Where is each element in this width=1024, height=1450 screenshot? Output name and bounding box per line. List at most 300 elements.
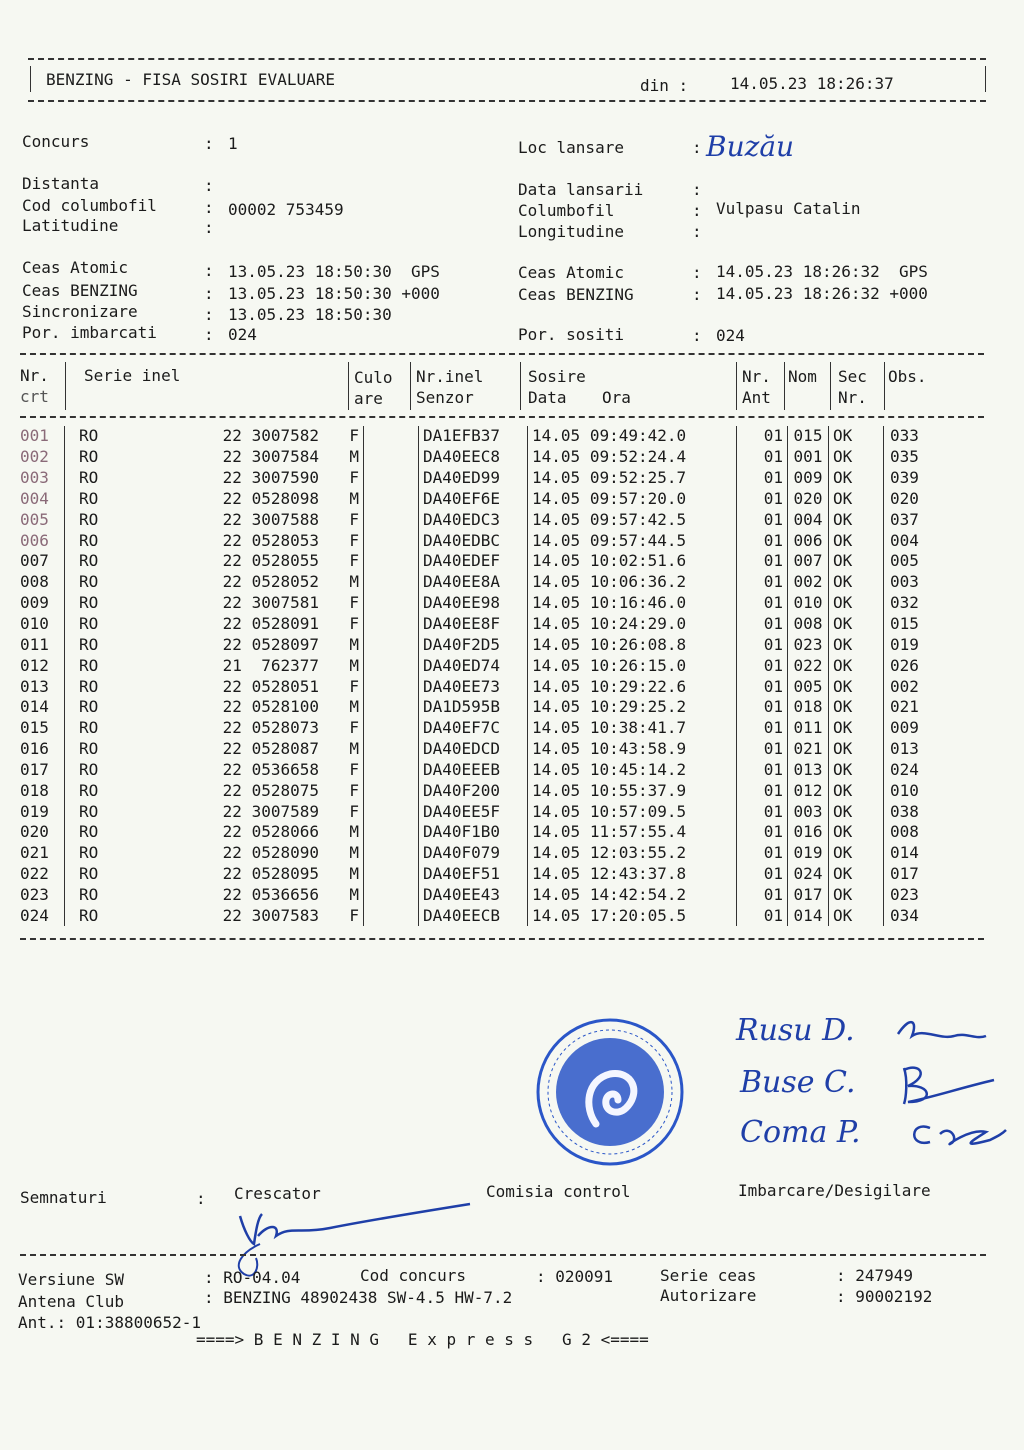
cell-row-number: 006 [20,530,65,551]
cell-observation: 010 [890,780,919,800]
latitudine-sep: : [204,218,214,237]
cell-arrival [528,718,737,739]
brand-footer: ====> B E N Z I N G E x p r e s s G 2 <==== [196,1330,649,1349]
cell-sex: F [319,718,364,739]
cell-arrival-time: 10:55:37.9 [589,780,687,800]
club-stamp-seal [534,1016,686,1168]
cell-color [364,614,419,635]
cell-sensor-ring: DA40EDEF [419,551,528,572]
th-divider [65,362,66,410]
table-bottom-rule [20,938,984,940]
cell-arrival [528,885,737,906]
cell-observation: 014 [890,843,919,863]
cell-antenna-nr: 01 [737,697,788,718]
cell-ring-year [159,426,319,447]
cell-arrival-time: 09:57:44.5 [589,530,687,550]
cell-nominated: 002 [788,572,829,593]
footer-top-rule [20,1254,986,1256]
table-row [20,885,950,906]
cell-arrival [528,572,737,593]
cell-ring-number: 0528073 [251,718,319,738]
cell-sensor-ring: DA40EE73 [419,676,528,697]
cell-ring-number: 3007582 [251,426,319,446]
cell-ring-year: 22 [222,697,242,717]
cell-arrival [528,676,737,697]
sincronizare-label: Sincronizare [22,302,138,321]
cell-arrival-time: 09:57:42.5 [589,509,687,529]
cell-country-code: RO [79,468,99,488]
cell-row-number: 001 [20,426,65,447]
cell-arrival [528,655,737,676]
cell-observation: 019 [890,634,919,654]
table-row [20,468,950,489]
cell-color [364,593,419,614]
cell-ring-year [159,655,319,676]
cell-row-number: 018 [20,780,65,801]
versiune-sw-value: : RO-04.04 [204,1268,301,1287]
th-senzor: Senzor [416,388,474,407]
table-row [20,614,950,635]
th-obs: Obs. [888,367,927,386]
cell-arrival-time: 12:43:37.8 [589,864,687,884]
th-are: are [354,389,383,408]
cell-arrival-date: 14.05 [532,509,581,529]
cell-arrival-date: 14.05 [532,488,581,508]
cell-security: OK [829,739,884,760]
ceas-atomic-end-sep: : [692,263,702,282]
cell-ring-year: 22 [222,905,242,925]
cell-ring-year: 22 [222,676,242,696]
cell-ring-number: 0528066 [251,822,319,842]
cell-color [364,655,419,676]
cell-row-number: 010 [20,614,65,635]
table-row [20,801,950,822]
cell-ring-year: 22 [222,634,242,654]
ceas-benzing-start-sep: : [204,284,214,303]
cell-ring-year [159,822,319,843]
cell-arrival [528,822,737,843]
ceas-benzing-start-label: Ceas BENZING [22,281,138,300]
cell-ring-year [159,468,319,489]
cell-ring-year: 22 [222,718,242,738]
ceas-atomic-start-sep: : [204,261,214,280]
cell-row-number: 013 [20,676,65,697]
cell-ring-number: 0528051 [251,676,319,696]
cell-row-number: 017 [20,760,65,781]
cell-ring-year: 22 [222,843,242,863]
cell-antenna-nr: 01 [737,468,788,489]
cell-row-number: 019 [20,801,65,822]
cell-sex: F [319,551,364,572]
cell-arrival-date: 14.05 [532,676,581,696]
cell-ring-year [159,697,319,718]
cell-country-code: RO [79,593,99,613]
cell-color [364,739,419,760]
cell-nominated: 010 [788,593,829,614]
cell-nominated: 008 [788,614,829,635]
din-label: din : [640,76,689,95]
cell-sex: M [319,634,364,655]
arrivals-table-body [20,426,950,926]
th-crt: crt [20,387,49,406]
th-divider [884,362,885,410]
cell-security: OK [829,655,884,676]
cell-row-number: 022 [20,864,65,885]
cell-country-code: RO [79,739,99,759]
table-row [20,905,950,926]
cell-antenna-nr: 01 [737,739,788,760]
columbofil-value: Vulpasu Catalin [716,199,861,218]
table-row [20,489,950,510]
cell-observation: 003 [890,572,919,592]
cell-security: OK [829,447,884,468]
concurs-sep: : [204,134,214,153]
cell-row-number: 011 [20,634,65,655]
cell-sensor-ring: DA40EE8A [419,572,528,593]
loc-lansare-label: Loc lansare [518,138,624,157]
cell-ring-year: 22 [222,780,242,800]
cell-nominated: 017 [788,885,829,906]
versiune-sw-label: Versiune SW [18,1270,124,1289]
cell-country-code: RO [79,884,99,904]
cell-ring-year [159,509,319,530]
cell-ring-year [159,530,319,551]
cell-country-code: RO [79,488,99,508]
cell-security: OK [829,822,884,843]
cell-ring-year: 22 [222,468,242,488]
cell-nominated: 009 [788,468,829,489]
cell-observation: 032 [890,593,919,613]
cell-color [364,530,419,551]
cell-ring-number: 0528075 [251,780,319,800]
cell-arrival-date: 14.05 [532,822,581,842]
concurs-value: 1 [228,134,238,153]
cell-ring-year [159,864,319,885]
cell-antenna-nr: 01 [737,426,788,447]
cell-observation: 026 [890,655,919,675]
sincronizare-sep: : [204,305,214,324]
cell-arrival-date: 14.05 [532,739,581,759]
th-divider [410,362,411,410]
th-ant: Ant [742,388,771,407]
cell-nominated: 007 [788,551,829,572]
cell-arrival [528,447,737,468]
table-row [20,551,950,572]
cell-ring-number: 0528087 [251,739,319,759]
cell-sensor-ring: DA40EF6E [419,489,528,510]
cell-security: OK [829,509,884,530]
cell-arrival-date: 14.05 [532,447,581,467]
cell-ring-year: 22 [222,530,242,550]
table-row [20,593,950,614]
cell-ring-number: 0528090 [251,843,319,863]
cell-arrival-time: 14:42:54.2 [589,884,687,904]
ceas-atomic-end-value: 14.05.23 18:26:32 GPS [716,262,928,281]
th-nr: Nr. [20,366,49,385]
cell-ring-year: 22 [222,759,242,779]
cell-antenna-nr: 01 [737,655,788,676]
cell-color [364,780,419,801]
cell-ring-year: 22 [222,884,242,904]
loc-lansare-sep: : [692,138,702,157]
cell-sex: F [319,426,364,447]
cell-ring-year: 22 [222,614,242,634]
longitudine-label: Longitudine [518,222,624,241]
cell-sex: M [319,447,364,468]
cell-ring-year: 22 [222,572,242,592]
cell-arrival-time: 09:49:42.0 [589,426,687,446]
cell-arrival-date: 14.05 [532,426,581,446]
serie-ceas-label: Serie ceas [660,1266,757,1285]
cell-ring-year: 22 [222,801,242,821]
table-row [20,426,950,447]
cell-antenna-nr: 01 [737,843,788,864]
cell-arrival-date: 14.05 [532,905,581,925]
cell-arrival-time: 10:24:29.0 [589,614,687,634]
cell-row-number: 023 [20,885,65,906]
cell-sensor-ring: DA40F2D5 [419,634,528,655]
cell-arrival-date: 14.05 [532,593,581,613]
cell-arrival-time: 10:26:15.0 [589,655,687,675]
cell-observation: 037 [890,509,919,529]
cell-color [364,801,419,822]
cell-ring-number: 3007581 [251,593,319,613]
cell-ring-year [159,676,319,697]
cell-country-code: RO [79,572,99,592]
header-bottom-rule [28,100,986,102]
sincronizare-value: 13.05.23 18:50:30 [228,305,392,324]
cell-nominated: 019 [788,843,829,864]
cod-concurs-value: : 020091 [536,1267,614,1286]
th-divider [830,362,831,410]
autorizare-value: : 90002192 [836,1287,933,1306]
cell-ring-year [159,718,319,739]
cell-row-number: 016 [20,739,65,760]
cell-antenna-nr: 01 [737,760,788,781]
cell-color [364,676,419,697]
cell-observation: 004 [890,530,919,550]
cell-arrival [528,739,737,760]
arrivals-table [20,426,950,926]
cell-antenna-nr: 01 [737,780,788,801]
cell-arrival-date: 14.05 [532,884,581,904]
cell-country-code: RO [79,614,99,634]
antena-club-label: Antena Club [18,1292,124,1311]
cell-ring-year [159,739,319,760]
por-sositi-value: 024 [716,326,745,345]
handwritten-name-3: Coma P. [740,1115,861,1150]
th-sec: Sec [838,367,867,386]
cell-ring-number: 3007590 [251,468,319,488]
cell-color [364,468,419,489]
cell-security: OK [829,801,884,822]
cell-country-code: RO [79,759,99,779]
table-row [20,676,950,697]
cell-arrival-time: 10:29:25.2 [589,697,687,717]
cell-observation: 009 [890,718,919,738]
cell-nominated: 012 [788,780,829,801]
cell-sensor-ring: DA40F079 [419,843,528,864]
cell-arrival-date: 14.05 [532,697,581,717]
cell-arrival [528,593,737,614]
cell-arrival [528,697,737,718]
ceas-atomic-end-label: Ceas Atomic [518,263,624,282]
table-row [20,739,950,760]
th-divider [520,362,521,410]
cell-ring-number: 0528052 [251,572,319,592]
cell-sex: F [319,593,364,614]
cell-antenna-nr: 01 [737,864,788,885]
table-row [20,697,950,718]
table-row [20,572,950,593]
cell-row-number: 004 [20,489,65,510]
cell-sex: M [319,739,364,760]
cell-ring-year: 22 [222,551,242,571]
cell-security: OK [829,760,884,781]
cell-row-number: 003 [20,468,65,489]
cell-color [364,905,419,926]
cell-observation: 035 [890,447,919,467]
cell-ring-year [159,447,319,468]
cell-arrival-time: 10:29:22.6 [589,676,687,696]
cell-sex: M [319,843,364,864]
header-left-bar [30,66,31,92]
cell-ring-year [159,572,319,593]
cell-color [364,509,419,530]
cell-security: OK [829,843,884,864]
cell-arrival-time: 11:57:55.4 [589,822,687,842]
handwritten-name-1: Rusu D. [736,1013,855,1048]
cell-arrival-date: 14.05 [532,634,581,654]
cell-arrival-date: 14.05 [532,843,581,863]
cell-security: OK [829,614,884,635]
cell-country-code: RO [79,655,99,675]
por-sositi-sep: : [692,326,702,345]
autorizare-label: Autorizare [660,1286,757,1305]
cell-ring-year: 22 [222,864,242,884]
cell-ring-year: 22 [222,739,242,759]
cell-arrival [528,530,737,551]
table-row [20,509,950,530]
semnaturi-sep: : [196,1189,206,1208]
cell-row-number: 008 [20,572,65,593]
cell-arrival [528,551,737,572]
cell-row-number: 012 [20,655,65,676]
cell-security: OK [829,780,884,801]
cell-ring-number: 0528097 [251,634,319,654]
cell-ring-number: 0528055 [251,551,319,571]
cell-arrival-time: 12:03:55.2 [589,843,687,863]
cell-observation: 002 [890,676,919,696]
columbofil-label: Columbofil [518,201,615,220]
th-ora: Ora [602,388,631,407]
cell-antenna-nr: 01 [737,530,788,551]
columbofil-sep: : [692,201,702,220]
cell-arrival-time: 10:43:58.9 [589,739,687,759]
cell-arrival-time: 09:52:25.7 [589,468,687,488]
cell-nominated: 004 [788,509,829,530]
cell-arrival-time: 10:45:14.2 [589,759,687,779]
cell-security: OK [829,530,884,551]
cell-sensor-ring: DA40EF7C [419,718,528,739]
cell-arrival-date: 14.05 [532,614,581,634]
cell-sensor-ring: DA40EF51 [419,864,528,885]
concurs-label: Concurs [22,132,90,151]
th-serie-inel: Serie inel [84,366,181,385]
th-culo: Culo [354,368,393,387]
cell-antenna-nr: 01 [737,676,788,697]
cell-antenna-nr: 01 [737,905,788,926]
cell-sex: F [319,780,364,801]
cell-arrival-date: 14.05 [532,864,581,884]
cell-nominated: 015 [788,426,829,447]
cell-ring-number: 3007584 [251,447,319,467]
cell-country-code: RO [79,551,99,571]
cell-country-code: RO [79,447,99,467]
cell-color [364,489,419,510]
cell-sensor-ring: DA40EEC8 [419,447,528,468]
th-divider [736,362,737,410]
cell-ring-number: 0528091 [251,614,319,634]
por-sositi-label: Por. sositi [518,325,624,344]
ceas-atomic-start-label: Ceas Atomic [22,258,128,277]
cell-row-number: 024 [20,905,65,926]
cell-ring-year [159,614,319,635]
cell-ring-year [159,780,319,801]
cell-arrival-date: 14.05 [532,551,581,571]
cell-ring-number: 0528095 [251,864,319,884]
cell-sex: F [319,760,364,781]
cell-antenna-nr: 01 [737,801,788,822]
cell-security: OK [829,905,884,926]
cell-antenna-nr: 01 [737,614,788,635]
cell-country-code: RO [79,843,99,863]
cell-ring-year: 22 [222,509,242,529]
th-nom: Nom [788,367,817,386]
cell-country-code: RO [79,822,99,842]
cell-arrival-time: 10:57:09.5 [589,801,687,821]
cell-arrival [528,843,737,864]
cell-ring-year [159,843,319,864]
cell-sensor-ring: DA40EE8F [419,614,528,635]
cell-arrival-date: 14.05 [532,530,581,550]
cell-security: OK [829,676,884,697]
cell-nominated: 020 [788,489,829,510]
serie-ceas-value: : 247949 [836,1266,914,1285]
th-sec-nr: Nr. [838,388,867,407]
table-top-rule [20,353,984,355]
cell-arrival-time: 10:02:51.6 [589,551,687,571]
cell-nominated: 022 [788,655,829,676]
cell-observation: 034 [890,905,919,925]
cod-columbofil-value: 00002 753459 [228,200,344,219]
cell-observation: 013 [890,739,919,759]
cell-row-number: 009 [20,593,65,614]
cod-columbofil-label: Cod columbofil [22,196,157,215]
longitudine-sep: : [692,222,702,241]
cell-nominated: 021 [788,739,829,760]
cell-sex: F [319,801,364,822]
cell-ring-year: 22 [222,488,242,508]
imbarcare-desigilare-label: Imbarcare/Desigilare [738,1181,931,1200]
cell-antenna-nr: 01 [737,447,788,468]
cell-observation: 023 [890,884,919,904]
ceas-benzing-end-label: Ceas BENZING [518,285,634,304]
por-imbarcati-value: 024 [228,325,257,344]
table-row [20,634,950,655]
cell-arrival-date: 14.05 [532,655,581,675]
antenna-id: Ant.: 01:38800652-1 [18,1313,202,1332]
